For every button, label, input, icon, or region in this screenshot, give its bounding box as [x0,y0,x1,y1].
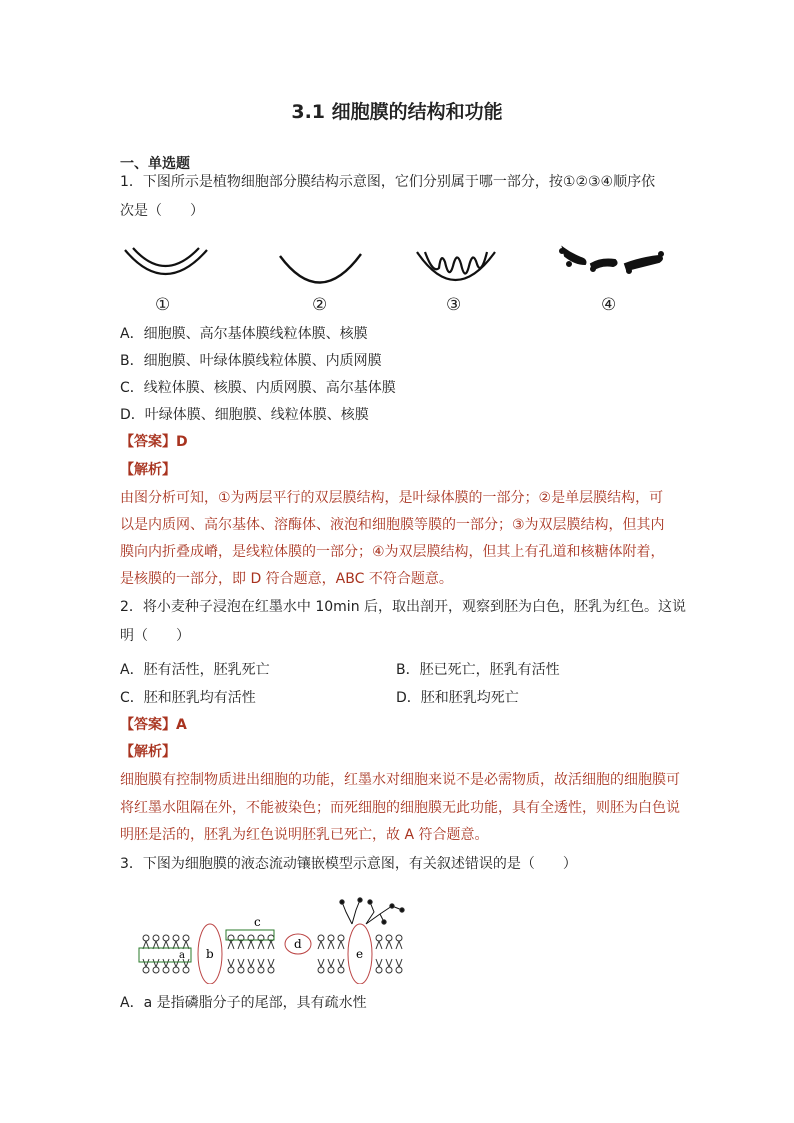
q1-analysis-label: 【解析】 [120,462,176,478]
q1-analysis-line3: 膜向内折叠成嵴，是线粒体膜的一部分；④为双层膜结构，但其上有孔道和核糖体附着， [120,544,665,560]
q2-analysis-line3: 明胚是活的，胚乳为红色说明胚乳已死亡，故 A 符合题意。 [120,827,489,843]
fig-label-d: d [294,937,302,951]
q1-figure-label-3: ③ [446,295,462,315]
q3-stem: 3．下图为细胞膜的液态流动镶嵌模型示意图，有关叙述错误的是（ ） [120,856,577,872]
q1-option-a: A．细胞膜、高尔基体膜线粒体膜、核膜 [120,326,368,342]
q2-stem-line1: 2．将小麦种子浸泡在红墨水中 10min 后，取出剖开，观察到胚为白色，胚乳为红色。这说 [120,599,687,615]
q1-figure-label-2: ② [312,295,328,315]
q1-analysis-line2: 以是内质网、高尔基体、溶酶体、液泡和细胞膜等膜的一部分；③为双层膜结构，但其内 [120,517,665,533]
fig-label-e: e [356,947,364,961]
q3-membrane-model-figure [134,892,424,984]
membrane-1-diagram [125,248,207,274]
q1-stem-line1: 1．下图所示是植物细胞部分膜结构示意图，它们分别属于哪一部分，按①②③④顺序依 [120,174,656,190]
section-heading: 一、单选题 [120,156,190,172]
q1-analysis-line4: 是核膜的一部分，即 D 符合题意，ABC 不符合题意。 [120,571,453,587]
q2-analysis-label: 【解析】 [120,744,176,760]
page-title: 3.1 细胞膜的结构和功能 [291,101,503,123]
q1-stem-line2: 次是（ ） [120,203,204,219]
q1-option-d: D．叶绿体膜、细胞膜、线粒体膜、核膜 [120,407,369,423]
q1-option-b: B．细胞膜、叶绿体膜线粒体膜、内质网膜 [120,353,382,369]
q2-stem-line2: 明（ ） [120,628,190,644]
q2-analysis-line1: 细胞膜有控制物质进出细胞的功能，红墨水对细胞来说不是必需物质，故活细胞的细胞膜可 [120,772,680,788]
q3-option-a: A．a 是指磷脂分子的尾部，具有疏水性 [120,995,367,1011]
fig-label-a: a [179,950,185,961]
q2-option-a: A．胚有活性，胚乳死亡 [120,662,270,678]
fig-label-c: c [254,915,261,929]
q1-analysis-line1: 由图分析可知，①为两层平行的双层膜结构，是叶绿体膜的一部分；②是单层膜结构，可 [120,490,664,506]
q1-membrane-figure [115,238,685,318]
q2-option-d: D．胚和胚乳均死亡 [396,690,519,706]
q2-option-b: B．胚已死亡，胚乳有活性 [396,662,560,678]
q2-answer: 【答案】A [120,717,187,733]
membrane-3-diagram [417,252,495,280]
q2-analysis-line2: 将红墨水阻隔在外，不能被染色；而死细胞的细胞膜无此功能，具有全透性，则胚为白色说 [120,800,680,816]
membrane-2-diagram [280,254,361,283]
q1-option-c: C．线粒体膜、核膜、内质网膜、高尔基体膜 [120,380,396,396]
fig-label-b: b [206,947,214,961]
q1-figure-label-1: ① [155,295,171,315]
membrane-4-diagram [560,248,663,273]
q1-figure-label-4: ④ [601,295,617,315]
q2-option-c: C．胚和胚乳均有活性 [120,690,256,706]
q1-answer: 【答案】D [120,434,188,450]
